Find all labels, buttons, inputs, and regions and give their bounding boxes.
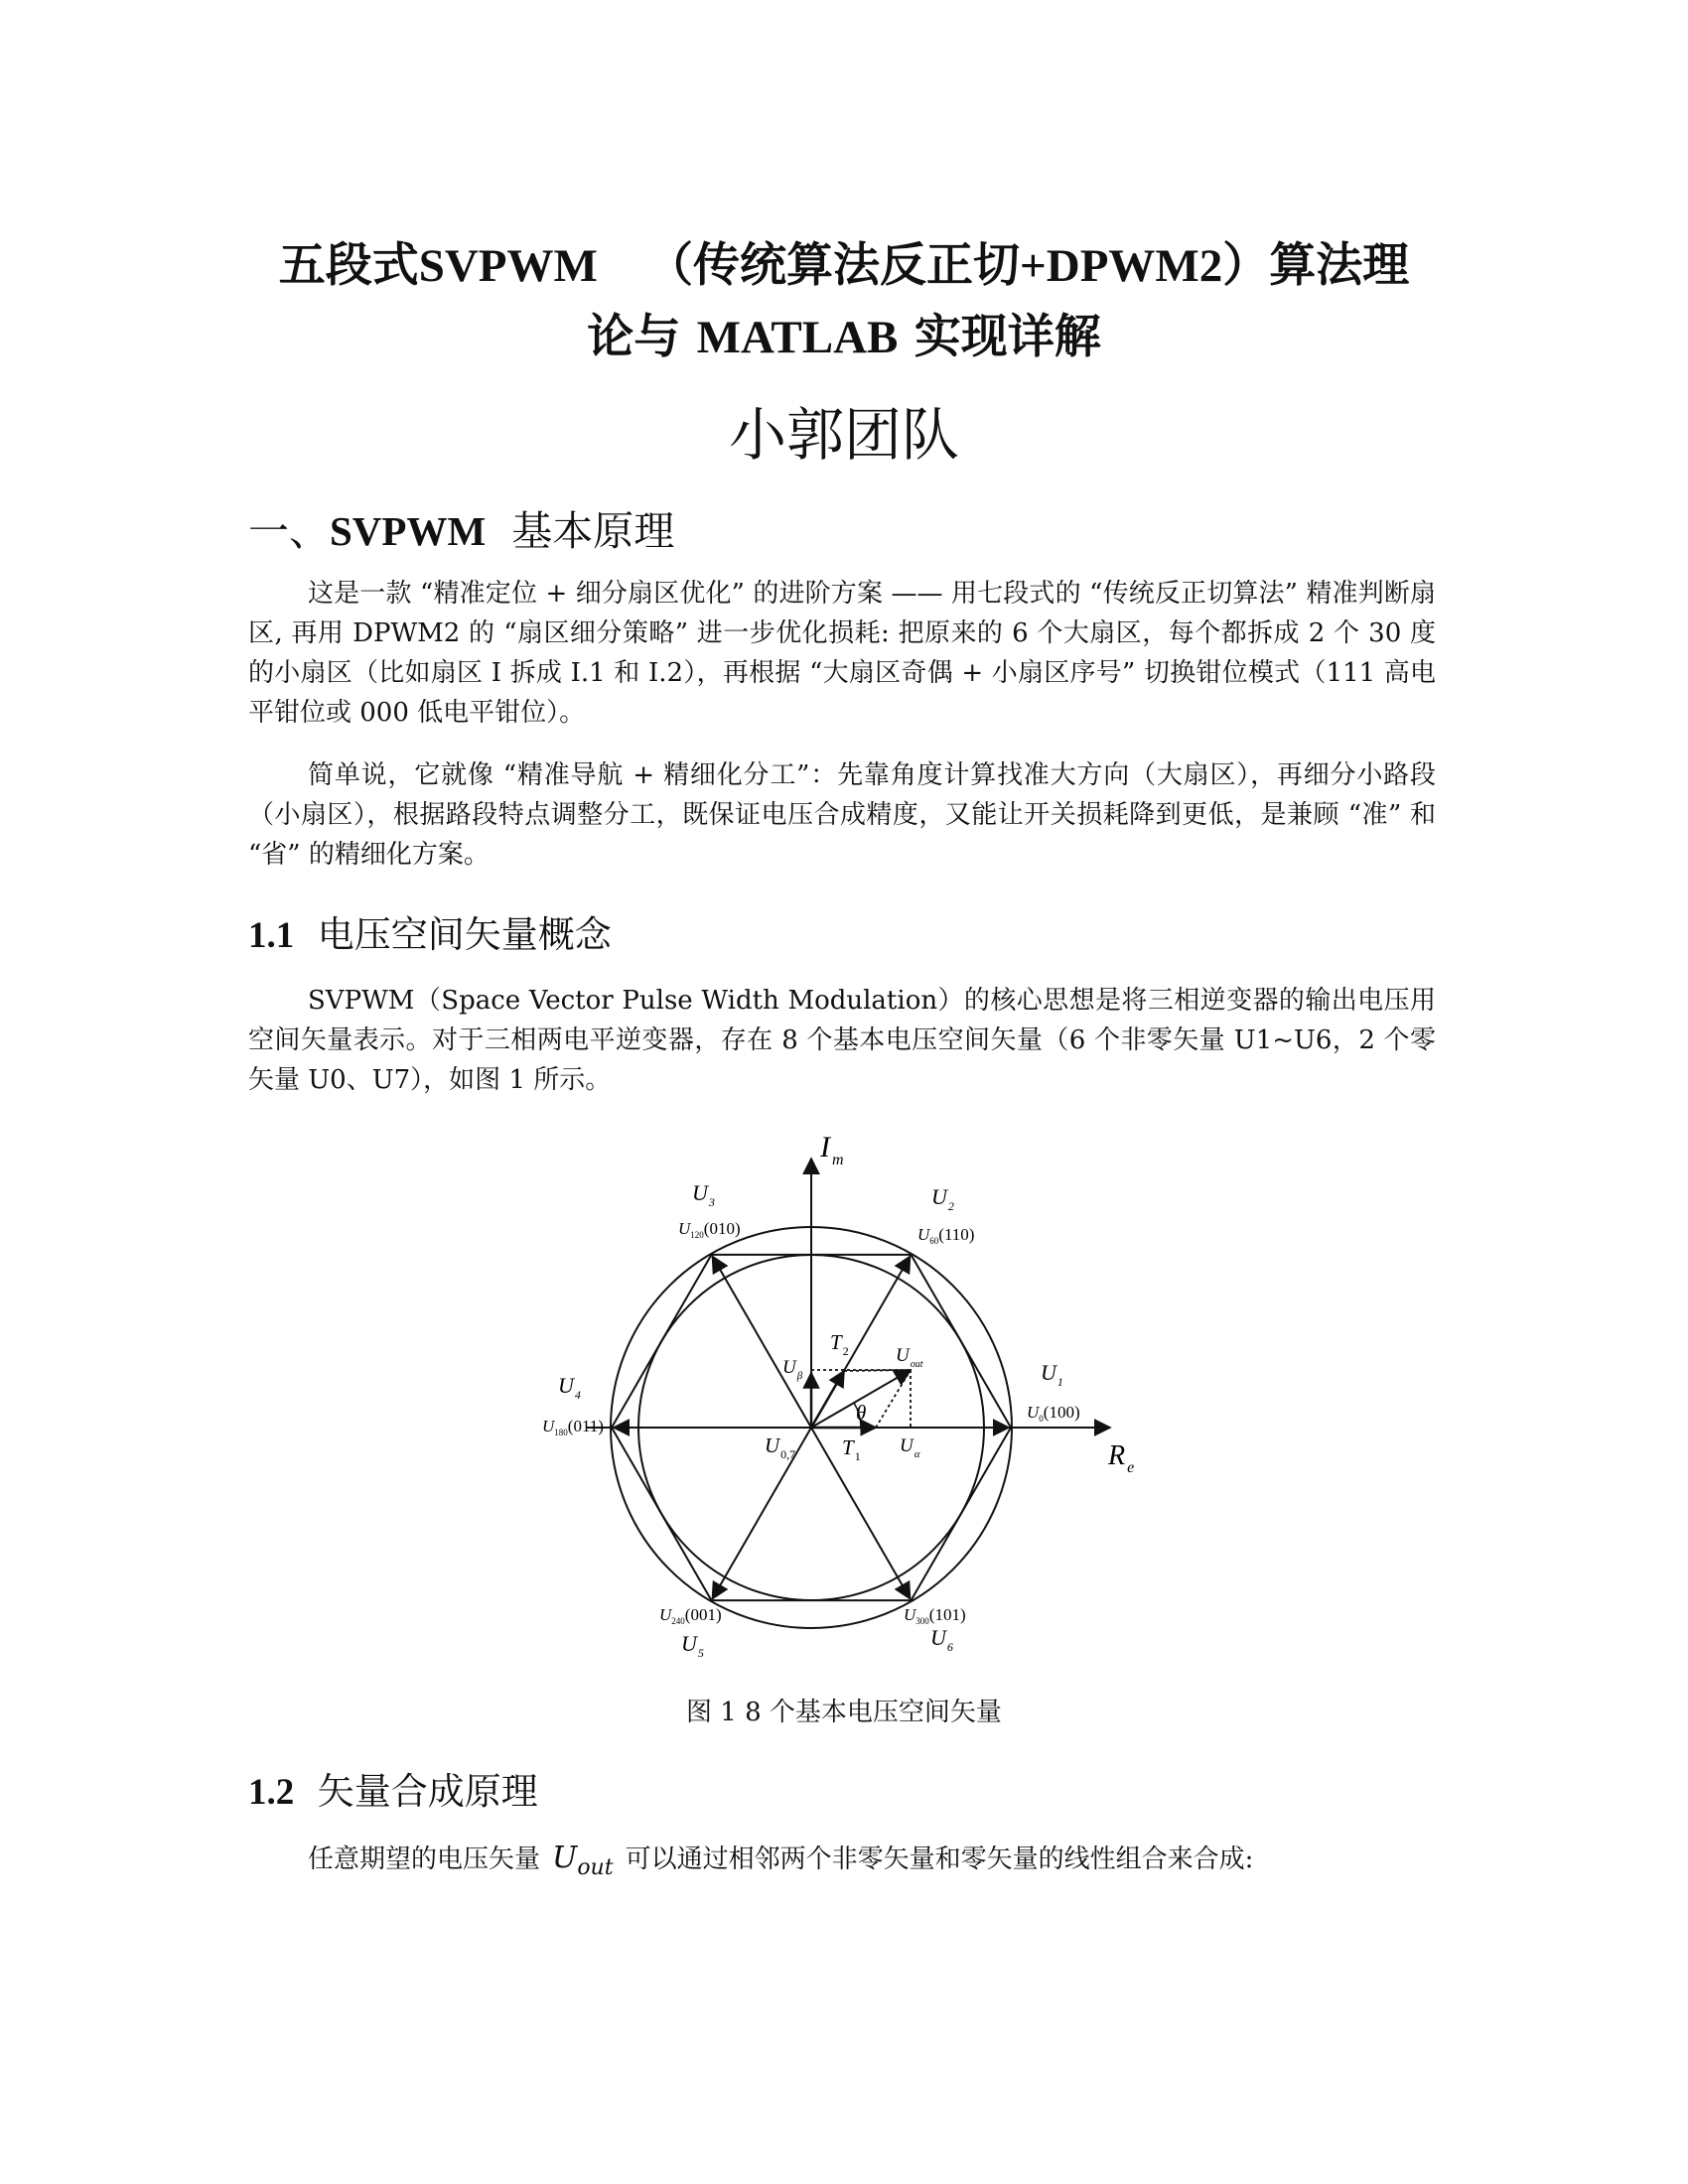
ualpha-label: $U_\alpha$ [900, 1435, 920, 1460]
title-text: ）算法理 [1222, 238, 1410, 293]
author-team: 小郭团队 [728, 401, 959, 469]
heading-text: SVPWM [330, 508, 487, 554]
t2-label: $T_2$ [830, 1330, 849, 1358]
section-heading-1-1 [248, 908, 612, 963]
axis-label-re: R $_e$ [1108, 1440, 1135, 1476]
title-text: SVPWM [418, 240, 598, 292]
paragraph-text: 可以通过相邻两个非零矢量和零矢量的线性组合来合成: [625, 1844, 1254, 1874]
math-uout: $U_{out}$ [552, 1841, 614, 1880]
figure-caption: 图 1 8 个基本电压空间矢量 [686, 1698, 1002, 1727]
uout-label: $U_{out}$ [896, 1345, 923, 1370]
theta-label: θ [856, 1401, 867, 1425]
title-text: 五段式 [278, 238, 419, 293]
vector-label-u5: $U_5$ [681, 1631, 704, 1660]
figure-voltage-space-vectors [536, 1137, 1172, 1663]
heading-text: 电压空间矢量概念 [317, 913, 612, 956]
paragraph-text: 任意期望的电压矢量 [308, 1844, 541, 1874]
vector-label-u6: $U_6$ [930, 1625, 953, 1654]
heading-number: 1.1 [248, 915, 295, 956]
paragraph-vector-concept: SVPWM（Space Vector Pulse Width Modulation）的核心思想是将三相逆变器的输出电压用空间矢量表示。对于三相两电平逆变器，存在 8 个基本电压空间矢量（6 个非零矢量 U1~U6，2 个零矢量 U0、U7），如图 1 所示。 [248, 986, 1436, 1095]
ubeta-label: $U_\beta$ [782, 1357, 803, 1382]
dotted-projection [876, 1370, 911, 1428]
title-text: +DPWM2 [1019, 240, 1223, 292]
title-text: 论与 [587, 310, 681, 364]
title-text: MATLAB [696, 312, 899, 363]
title-line-2 [199, 302, 1489, 373]
vector-label-u3: $U_3$ [692, 1180, 715, 1209]
title-text: 实现详解 [914, 310, 1101, 364]
vector-code-u5: $U_{240}(001)$ [659, 1605, 722, 1626]
vector-label-u2: $U_2$ [931, 1184, 954, 1213]
vector-code-u6: $U_{300}(101)$ [904, 1605, 966, 1626]
vector-label-u4: $U_4$ [558, 1373, 581, 1402]
heading-number: 1.2 [248, 1772, 295, 1813]
section-heading-1 [248, 501, 674, 561]
section-heading-1-2 [248, 1765, 538, 1820]
paragraph-vector-synthesis [308, 1839, 1253, 1888]
zero-vector-label: $U_{0,7}$ [765, 1433, 796, 1461]
paragraph-intro-2: 简单说，它就像 “精准导航 + 精细化分工”：先靠角度计算找准大方向（大扇区），再细分小路段（小扇区），根据路段特点调整分工，既保证电压合成精度，又能让开关损耗降到更低，是兼顾 “准” 和 “省” 的精细化方案。 [248, 760, 1436, 870]
vector-code-u2: $U_{60}(110)$ [917, 1225, 975, 1246]
vector-u6 [811, 1428, 911, 1598]
paragraph-intro-1: 这是一款 “精准定位 + 细分扇区优化” 的进阶方案 —— 用七段式的 “传统反正切算法” 精准判断扇区, 再用 DPWM2 的 “扇区细分策略” 进一步优化损耗: 把原来的 6 个大扇区，每个都拆成 2 个 30 度的小扇区（比如扇区 I 拆成 I.1 和 I.2），再根据 “大扇区奇偶 + 小扇区序号” 切换钳位模式（111 高电平钳位或 000 低电平钳位）。 [248, 579, 1436, 728]
vector-code-u1: $U_0(100)$ [1027, 1403, 1080, 1424]
vector-code-u4: $U_{180}(011)$ [542, 1417, 604, 1437]
axis-label-im: I $_m$ [820, 1137, 844, 1168]
title-text: （传统算法反正切 [645, 238, 1020, 293]
vector-label-u1: $U_1$ [1041, 1360, 1063, 1389]
heading-text: 矢量合成原理 [317, 1770, 538, 1813]
heading-text: 基本原理 [511, 507, 675, 555]
heading-text: 一、 [248, 507, 330, 555]
document-title [199, 230, 1489, 373]
vector-code-u3: $U_{120}(010)$ [678, 1219, 741, 1240]
t1-label: $T_1$ [842, 1435, 861, 1463]
vector-u3 [713, 1257, 812, 1428]
title-line-1 [199, 230, 1489, 302]
vector-u5 [713, 1428, 812, 1598]
